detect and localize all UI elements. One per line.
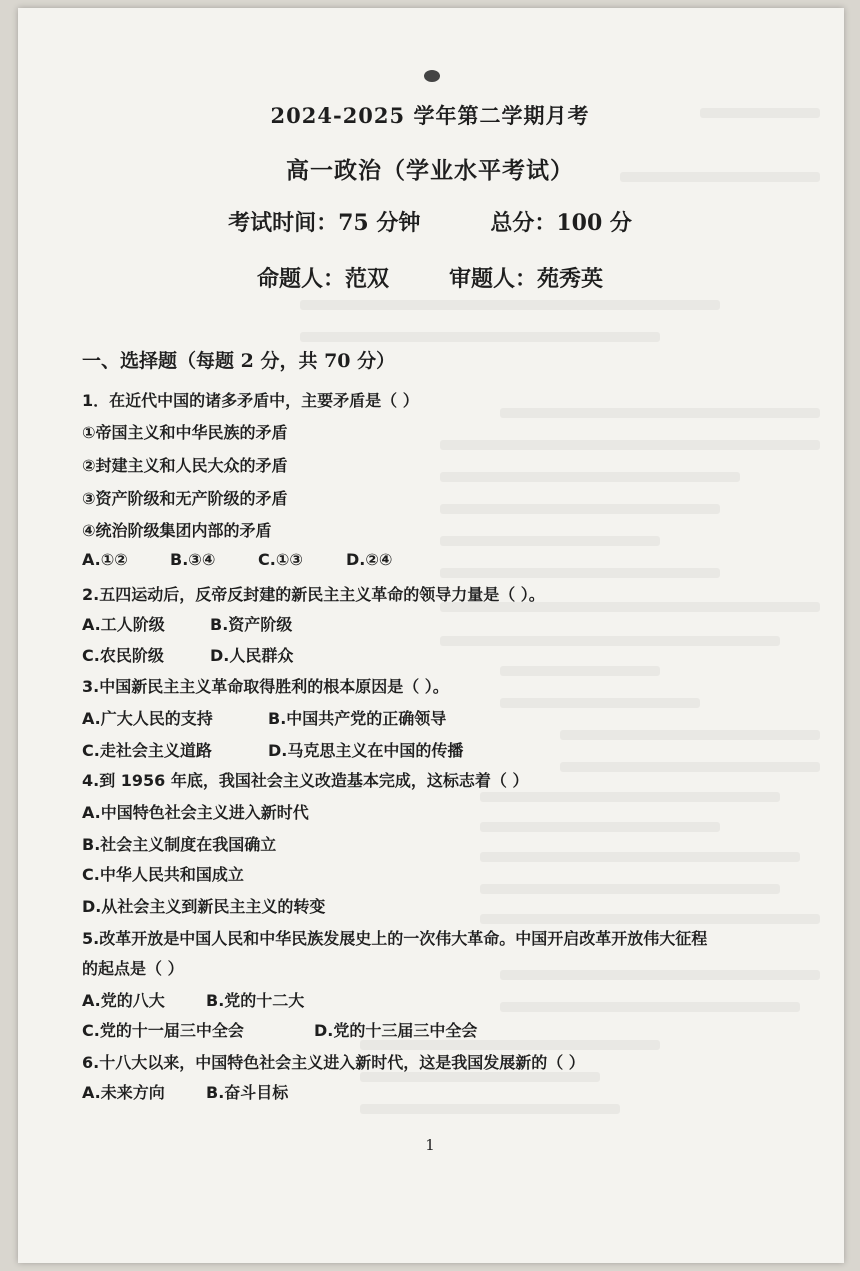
question-item: ③资产阶级和无产阶级的矛盾 (82, 489, 288, 508)
answer-choice: C.党的十一届三中全会 (82, 1021, 244, 1040)
answer-choices (82, 1080, 288, 1103)
question-item: ①帝国主义和中华民族的矛盾 (82, 423, 288, 442)
answer-choice: D.马克思主义在中国的传播 (268, 741, 464, 760)
answer-choice: D.党的十三届三中全会 (314, 1021, 478, 1040)
answer-choice: D.从社会主义到新民主主义的转变 (82, 897, 326, 916)
answer-choice: B.资产阶级 (210, 615, 293, 634)
answer-choices (82, 1018, 477, 1041)
answer-choices (82, 643, 293, 666)
answer-choice: A.中国特色社会主义进入新时代 (82, 803, 309, 822)
answer-choice: B.奋斗目标 (206, 1083, 289, 1102)
answer-choices (82, 988, 304, 1011)
answer-choice: D.②④ (346, 550, 393, 569)
question-item: ④统治阶级集团内部的矛盾 (82, 521, 272, 540)
exam-time-score (0, 206, 860, 237)
answer-choices (82, 706, 446, 729)
answer-choice: A.未来方向 (82, 1083, 165, 1102)
page-number: 1 (425, 1136, 435, 1154)
question-stem: 3.中国新民主主义革命取得胜利的根本原因是（ ）。 (82, 677, 449, 696)
answer-choice: D.人民群众 (210, 646, 294, 665)
exam-subject-title: 高一政治（学业水平考试） (286, 157, 574, 184)
answer-choice: B.社会主义制度在我国确立 (82, 835, 277, 854)
answer-choice: A.广大人民的支持 (82, 709, 213, 728)
answer-choice: B.党的十二大 (206, 991, 305, 1010)
answer-choices (82, 738, 463, 761)
answer-choice: C.中华人民共和国成立 (82, 865, 244, 884)
exam-authors (0, 262, 860, 293)
answer-choices (82, 612, 292, 635)
answer-choice: A.①② (82, 550, 128, 569)
question-stem: 4.到 1956 年底，我国社会主义改造基本完成，这标志着（ ） (82, 771, 529, 790)
answer-choice: C.走社会主义道路 (82, 741, 212, 760)
section-title: 一、选择题（每题 2 分，共 70 分） (82, 350, 396, 372)
question-stem: 1．在近代中国的诸多矛盾中，主要矛盾是（ ） (82, 391, 419, 410)
answer-choice: C.①③ (258, 550, 303, 569)
question-stem-continued: 的起点是（ ） (82, 959, 184, 978)
answer-choice: A.党的八大 (82, 991, 165, 1010)
answer-choice: A.工人阶级 (82, 615, 165, 634)
question-setter: 命题人：范双 (256, 266, 389, 292)
ink-spot (424, 70, 440, 82)
answer-choice: C.农民阶级 (82, 646, 164, 665)
question-stem: 2.五四运动后，反帝反封建的新民主主义革命的领导力量是（ ）。 (82, 585, 545, 604)
question-item: ②封建主义和人民大众的矛盾 (82, 456, 288, 475)
answer-choices (82, 550, 392, 569)
exam-time: 考试时间：75 分钟 (228, 210, 421, 236)
question-reviewer: 审题人：苑秀英 (449, 266, 604, 292)
answer-choice: B.中国共产党的正确领导 (268, 709, 447, 728)
exam-term-title: 2024-2025 学年第二学期月考 (270, 103, 590, 128)
question-stem: 5.改革开放是中国人民和中华民族发展史上的一次伟大革命。中国开启改革开放伟大征程 (82, 929, 708, 948)
total-score: 总分：100 分 (490, 210, 632, 236)
answer-choice: B.③④ (170, 550, 216, 569)
question-stem: 6.十八大以来，中国特色社会主义进入新时代，这是我国发展新的（ ） (82, 1053, 585, 1072)
